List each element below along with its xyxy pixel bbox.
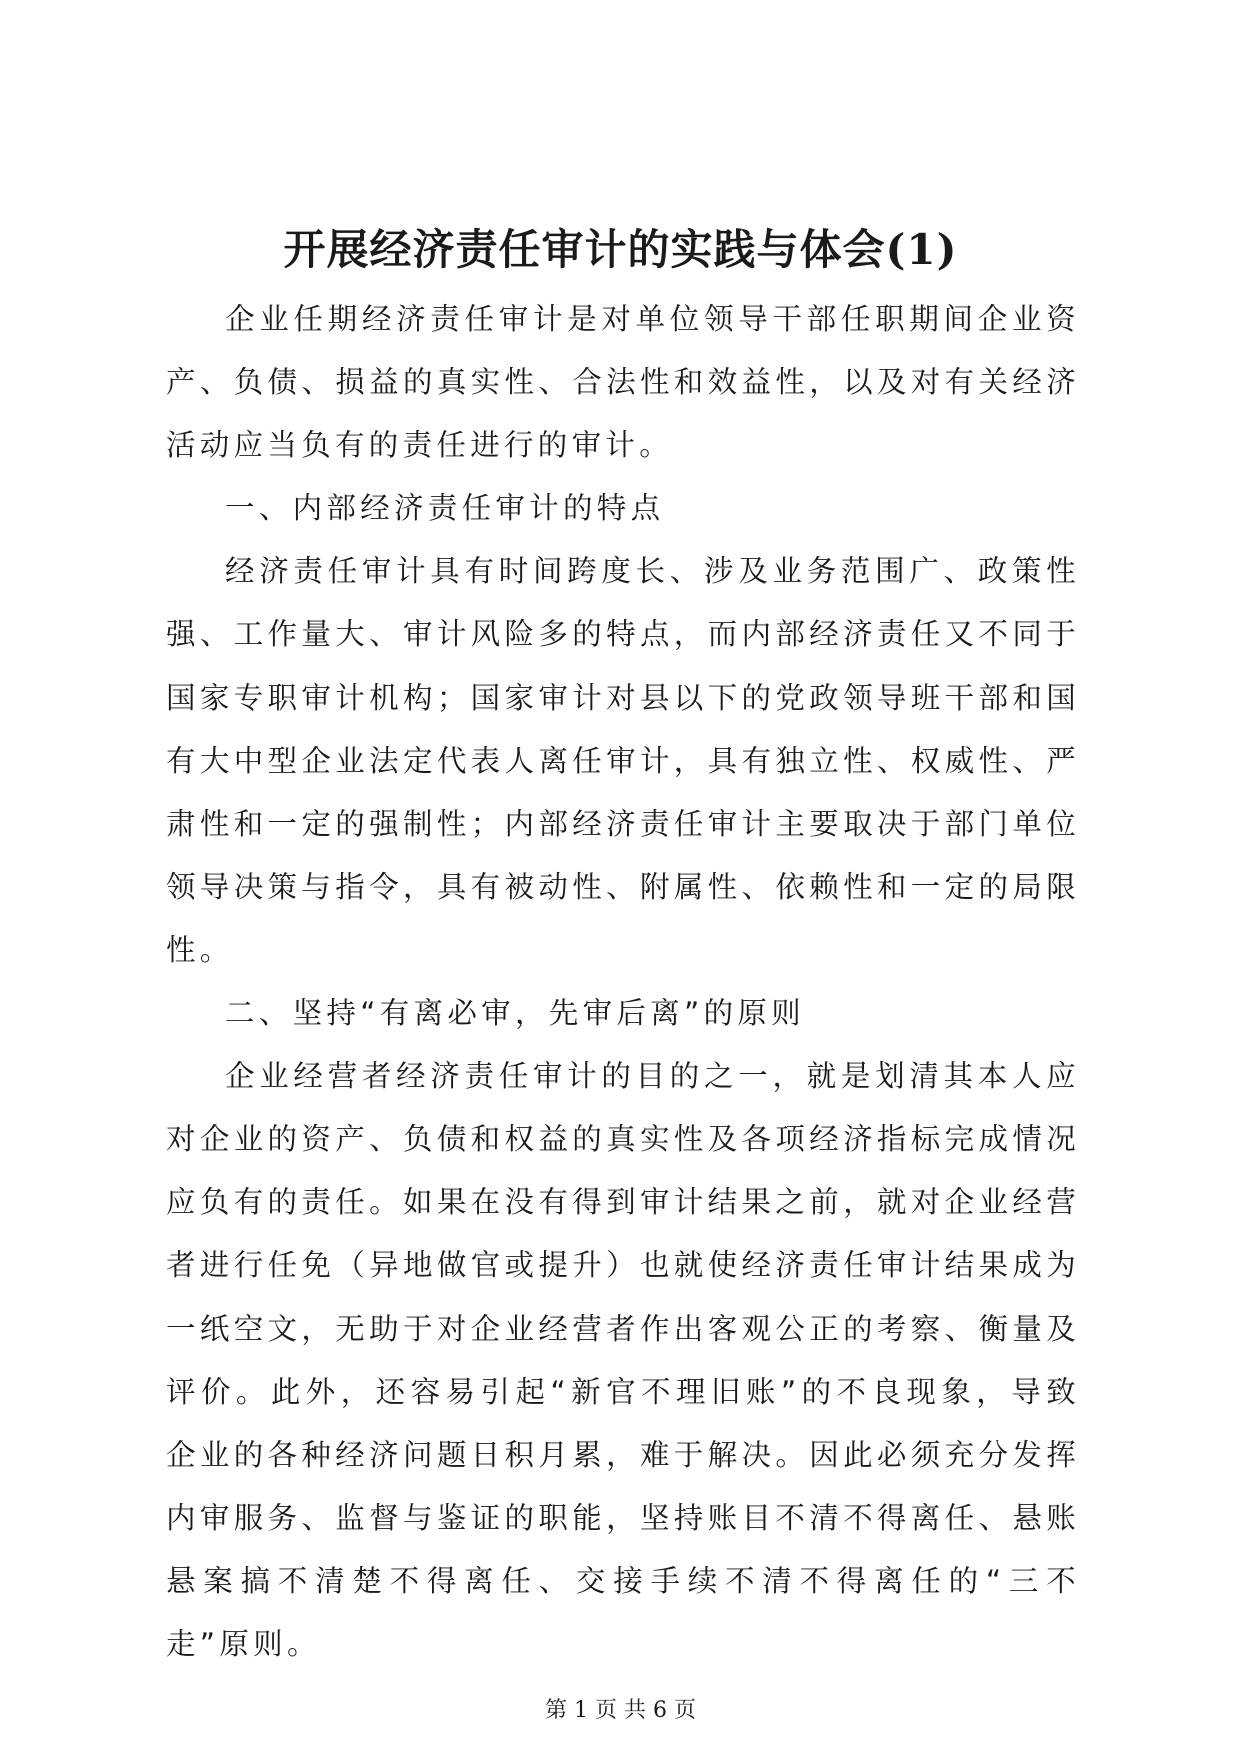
document-title: 开展经济责任审计的实践与体会(1): [283, 225, 958, 274]
intro-paragraph: 企业任期经济责任审计是对单位领导干部任职期间企业资产、负债、损益的真实性、合法性和效益性，以及对有关经济活动应当负有的责任进行的审计。: [166, 302, 1080, 463]
document-body: [166, 288, 1080, 1676]
section-1-paragraph: 经济责任审计具有时间跨度长、涉及业务范围广、政策性强、工作量大、审计风险多的特点，而内部经济责任又不同于国家专职审计机构；国家审计对县以下的党政领导班干部和国有大中型企业法定代表人离任审计，具有独立性、权威性、严肃性和一定的强制性；内部经济责任审计主要取决于部门单位领导决策与指令，具有被动性、附属性、依赖性和一定的局限性。: [166, 554, 1080, 967]
section-heading-2: 二、坚持“有离必审，先审后离”的原则: [225, 996, 805, 1031]
section-heading-1: 一、内部经济责任审计的特点: [225, 491, 665, 526]
section-2-paragraph: 企业经营者经济责任审计的目的之一，就是划清其本人应对企业的资产、负债和权益的真实性及各项经济指标完成情况应负有的责任。如果在没有得到审计结果之前，就对企业经营者进行任免（异地做官或提升）也就使经济责任审计结果成为一纸空文，无助于对企业经营者作出客观公正的考察、衡量及评价。此外，还容易引起“新官不理旧账”的不良现象，导致企业的各种经济问题日积月累，难于解决。因此必须充分发挥内审服务、监督与鉴证的职能，坚持账目不清不得离任、悬账悬案搞不清楚不得离任、交接手续不清不得离任的“三不走”原则。: [166, 1059, 1080, 1661]
page-footer: 第 1 页 共 6 页: [545, 1698, 696, 1723]
